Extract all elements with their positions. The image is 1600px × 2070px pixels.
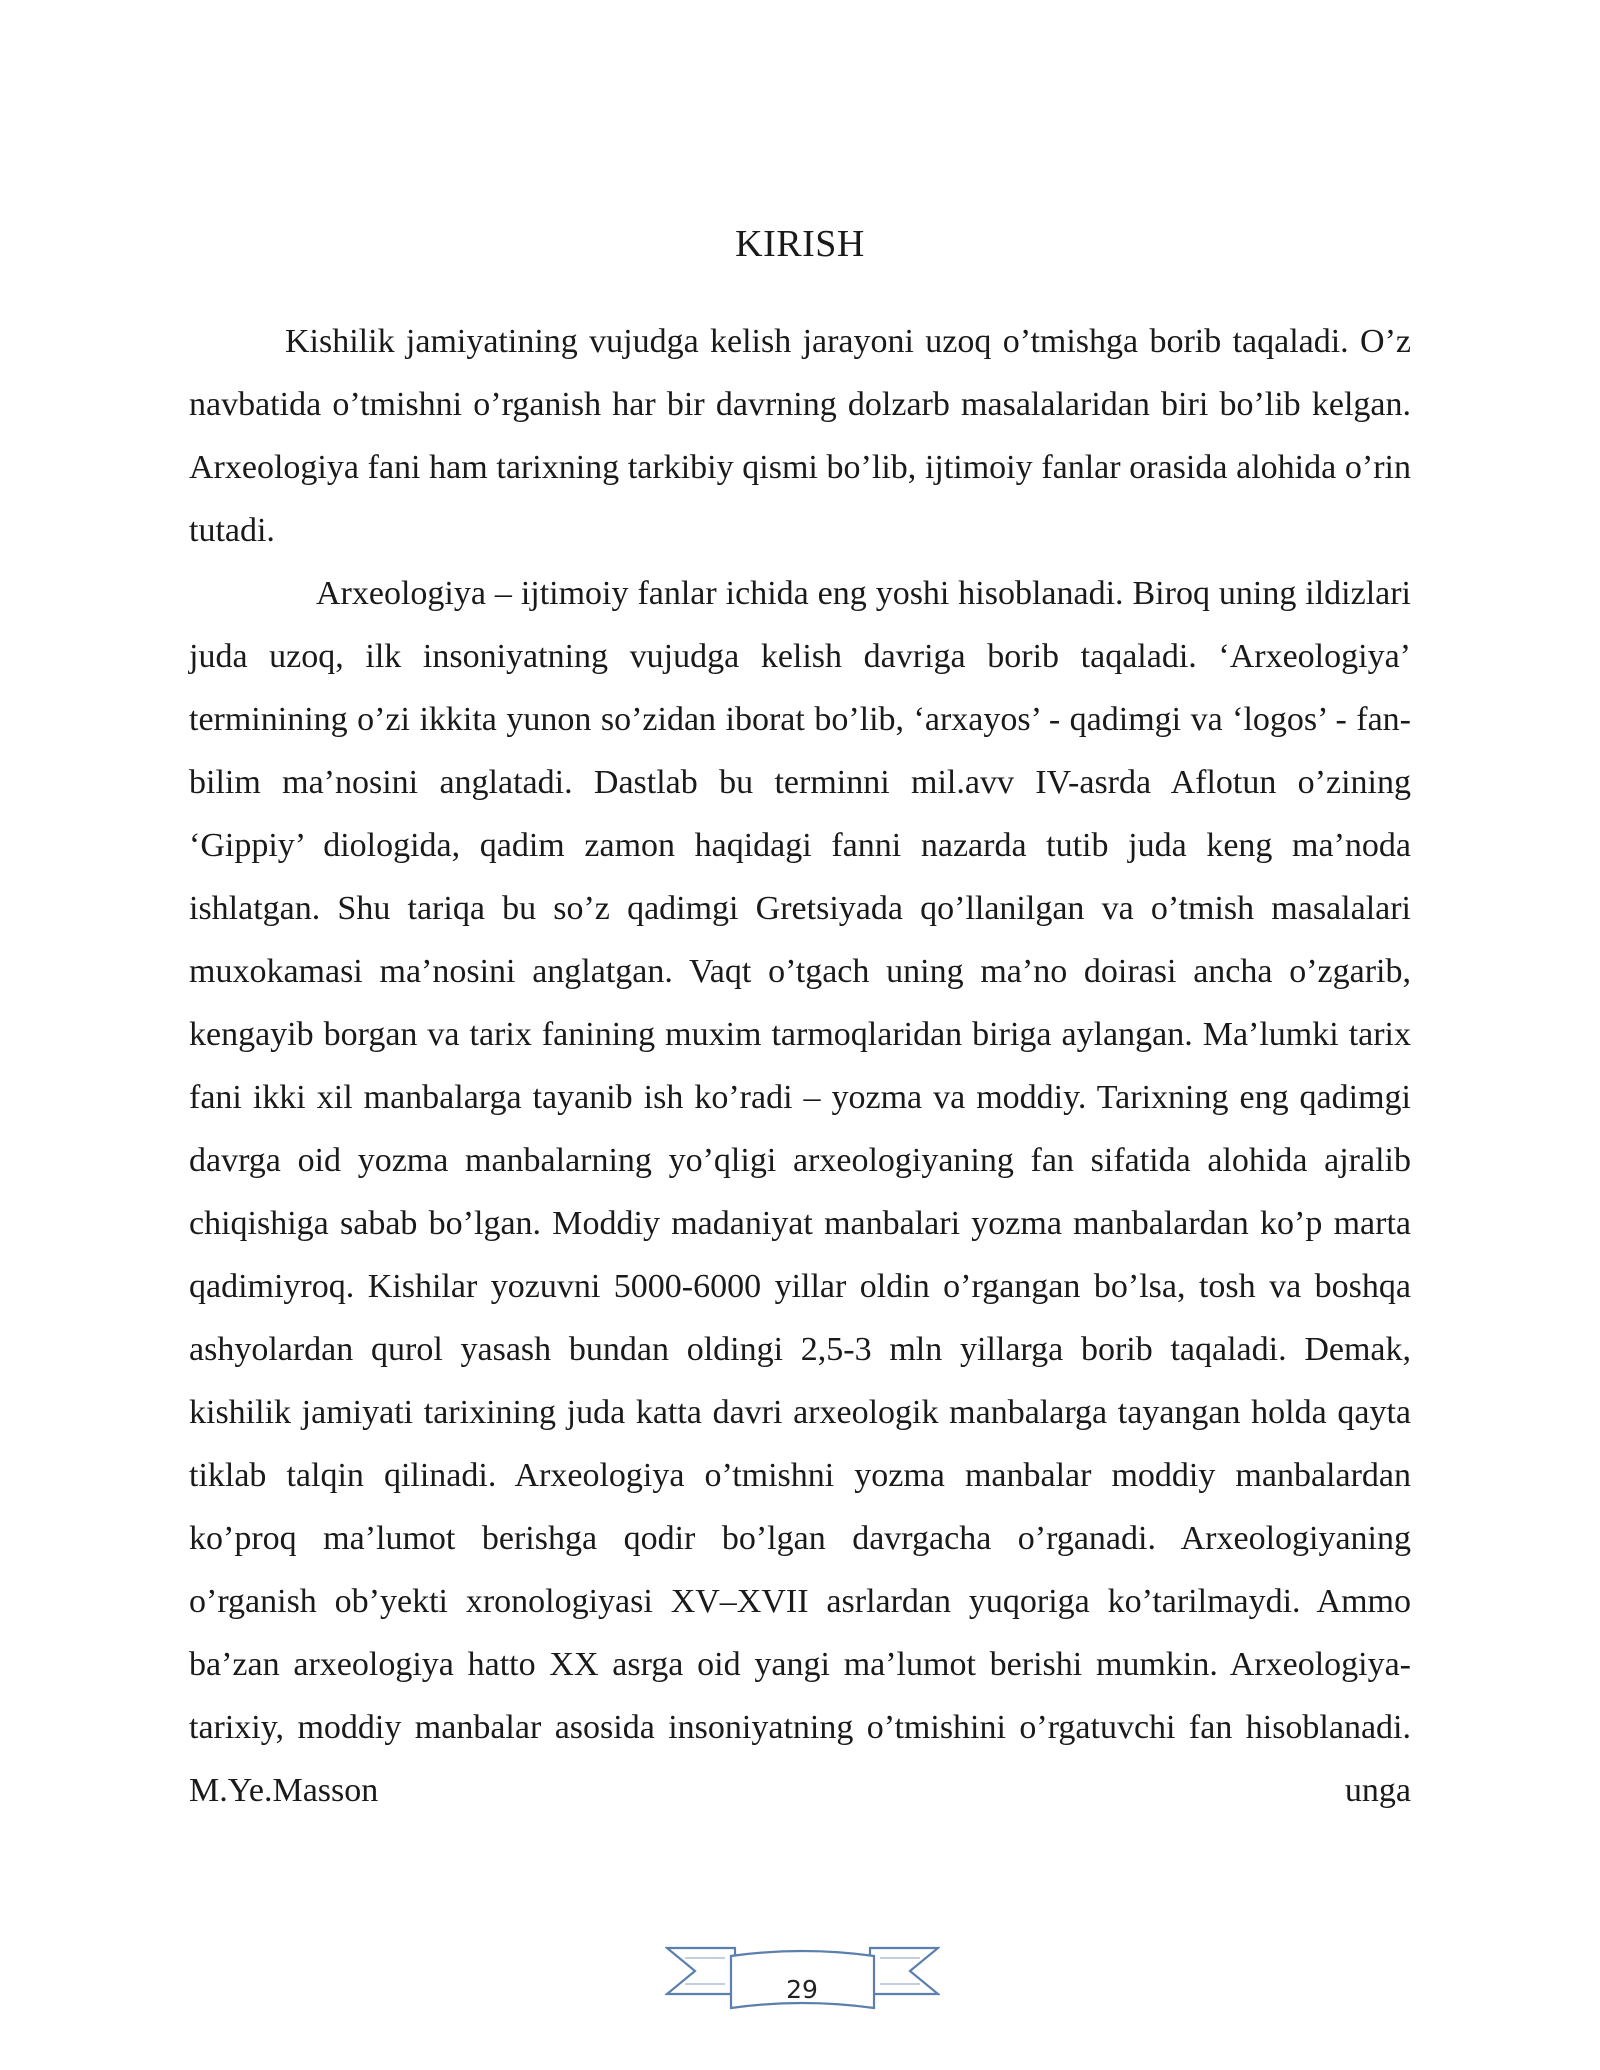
body-text <box>189 310 1411 1822</box>
page-title: KIRISH <box>735 223 865 265</box>
paragraph-2: Arxeologiya – ijtimoiy fanlar ichida eng yoshi hisoblanadi. Biroq uning ildizlari juda uzoq, ilk insoniyatning vujudga kelish davriga borib taqaladi. ‘Arxeologiya’ terminining o’zi ikkita yunon so’zidan iborat bo’lib, ‘arxayos’ - qadimgi va ‘logos’ - fan-bilim ma’nosini anglatadi. Dastlab bu terminni mil.avv IV-asrda Aflotun o’zining ‘Gippiy’ diologida, qadim zamon haqidagi fanni nazarda tutib juda keng ma’noda ishlatgan. Shu tariqa bu so’z qadimgi Gretsiyada qo’llanilgan va o’tmish masalalari muxokamasi ma’nosini anglatgan. Vaqt o’tgach uning ma’no doirasi ancha o’zgarib, kengayib borgan va tarix fanining muxim tarmoqlaridan biriga aylangan. Ma’lumki tarix fani ikki xil manbalarga tayanib ish ko’radi – yozma va moddiy. Tarixning eng qadimgi davrga oid yozma manbalarning yo’qligi arxeologiyaning fan sifatida alohida ajralib chiqishiga sabab bo’lgan. Moddiy madaniyat manbalari yozma manbalardan ko’p marta qadimiyroq. Kishilar yozuvni 5000-6000 yillar oldin o’rgangan bo’lsa, tosh va boshqa ashyolardan qurol yasash bundan oldingi 2,5-3 mln yillarga borib taqaladi. Demak, kishilik jamiyati tarixining juda katta davri arxeologik manbalarga tayangan holda qayta tiklab talqin qilinadi. Arxeologiya o’tmishni yozma manbalar moddiy manbalardan ko’proq ma’lumot berishga qodir bo’lgan davrgacha o’rganadi. Arxeologiyaning o’rganish ob’yekti xronologiyasi XV–XVII asrlardan yuqoriga ko’tarilmaydi. Ammo ba’zan arxeologiya hatto XX asrga oid yangi ma’lumot berishi mumkin. Arxeologiya-tarixiy, moddiy manbalar asosida insoniyatning o’tmishini o’rgatuvchi fan hisoblanadi. M.Ye.Masson unga <box>189 575 1411 1809</box>
page-number: 29 <box>786 1975 818 2004</box>
paragraph-1: Kishilik jamiyatining vujudga kelish jarayoni uzoq o’tmishga borib taqaladi. O’z navbatida o’tmishni o’rganish har bir davrning dolzarb masalalaridan biri bo’lib kelgan. Arxeologiya fani ham tarixning tarkibiy qismi bo’lib, ijtimoiy fanlar orasida alohida o’rin tutadi. <box>189 323 1411 549</box>
